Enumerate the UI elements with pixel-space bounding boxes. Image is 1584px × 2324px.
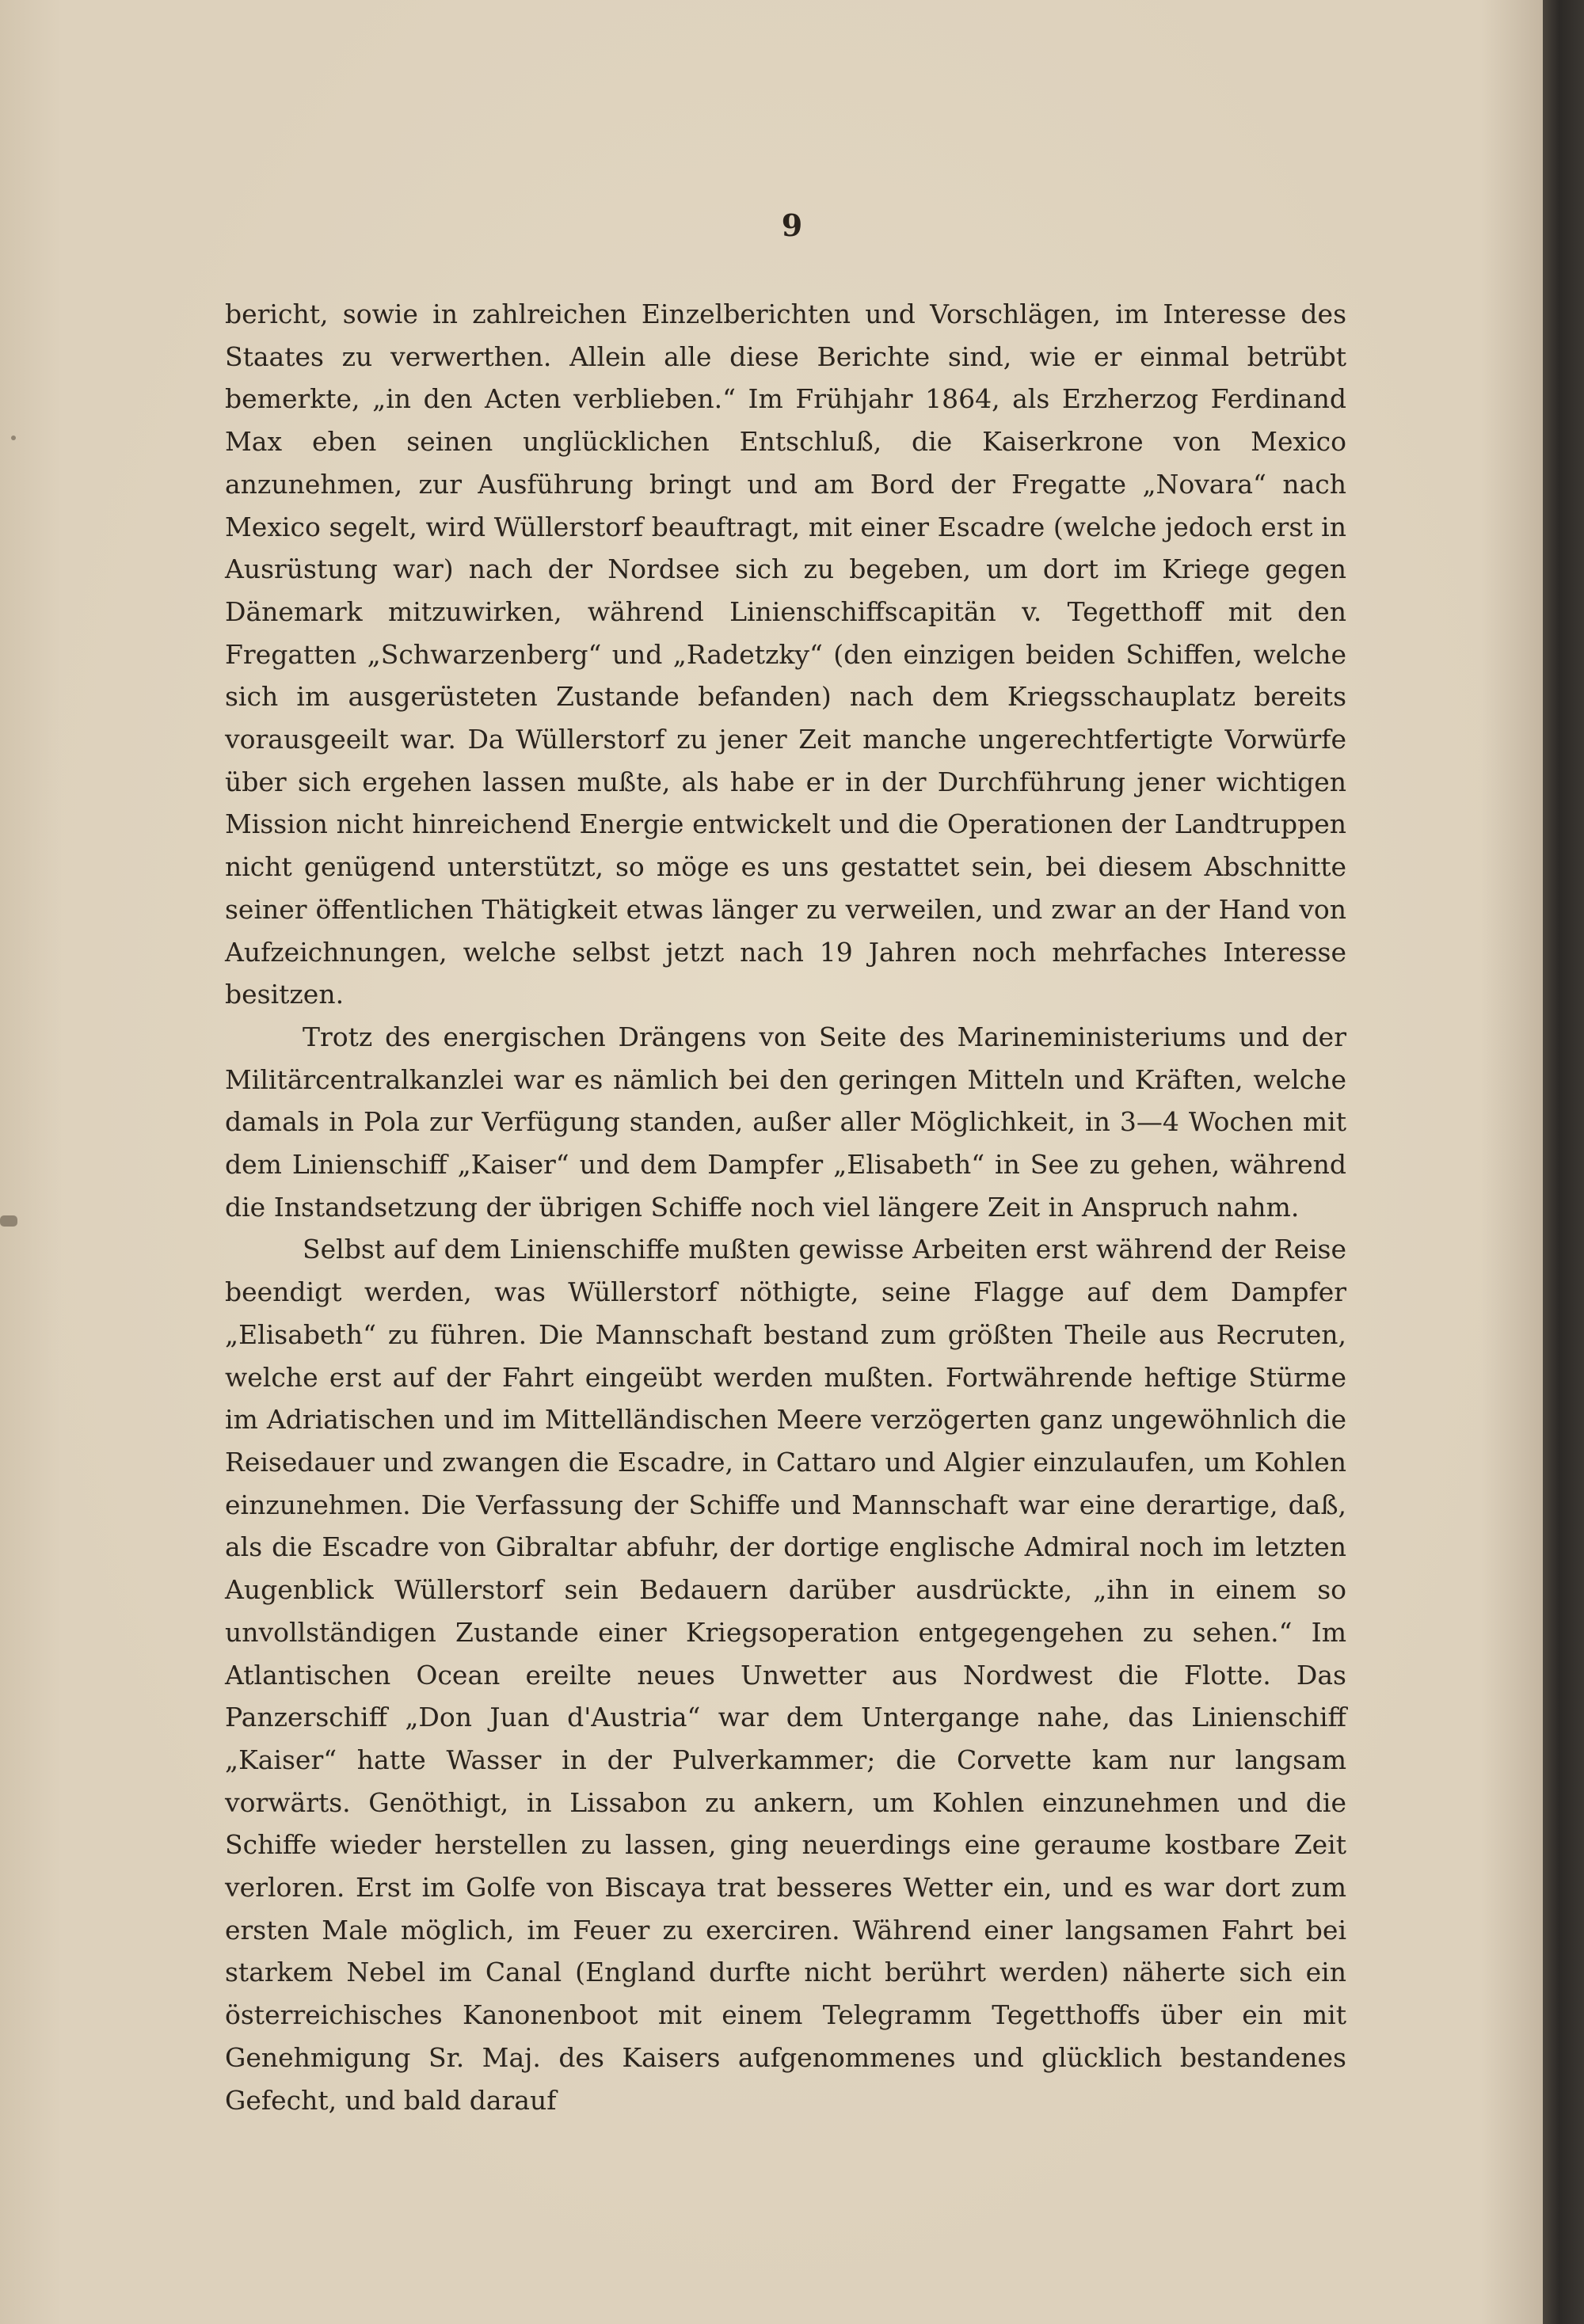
paragraph-1: bericht, sowie in zahlreichen Einzelberichten und Vorschlägen, im Interesse des Staates zu verwerthen. Allein alle diese Berichte sind, wie er einmal betrübt bemerkte, „in den Acten verblieben.“ Im Frühjahr 1864, als Erzherzog Ferdinand Max eben seinen unglücklichen Entschluß, die Kaiserkrone von Mexico anzunehmen, zur Ausführung bringt und am Bord der Fregatte „Novara“ nach Mexico segelt, wird Wüllerstorf beauftragt, mit einer Escadre (welche jedoch erst in Ausrüstung war) nach der Nordsee sich zu begeben, um dort im Kriege gegen Dänemark mitzuwirken, während Linienschiffscapitän v. Tegetthoff mit den Fregatten „Schwarzenberg“ und „Radetzky“ (den einzigen beiden Schiffen, welche sich im ausgerüsteten Zustande befanden) nach dem Kriegsschauplatz bereits vorausgeeilt war. Da Wüllerstorf zu jener Zeit manche ungerechtfertigte Vorwürfe über sich ergehen lassen mußte, als habe er in der Durchführung jener wichtigen Mission nicht hinreichend Energie entwickelt und die Operationen der Landtruppen nicht genügend unterstützt, so möge es uns gestattet sein, bei diesem Abschnitte seiner öffentlichen Thätigkeit etwas länger zu verweilen, und zwar an der Hand von Aufzeichnungen, welche selbst jetzt nach 19 Jahren noch mehrfaches Interesse besitzen. <box>225 299 1346 1010</box>
paragraph-3: Selbst auf dem Linienschiffe mußten gewisse Arbeiten erst während der Reise beendigt werden, was Wüllerstorf nöthigte, seine Flagge auf dem Dampfer „Elisabeth“ zu führen. Die Mannschaft bestand zum größten Theile aus Recruten, welche erst auf der Fahrt eingeübt werden mußten. Fortwährende heftige Stürme im Adriatischen und im Mittelländischen Meere verzögerten ganz ungewöhnlich die Reisedauer und zwangen die Escadre, in Cattaro und Algier einzulaufen, um Kohlen einzunehmen. Die Verfassung der Schiffe und Mannschaft war eine derartige, daß, als die Escadre von Gibraltar abfuhr, der dortige englische Admiral noch im letzten Augenblick Wüllerstorf sein Bedauern darüber ausdrückte, „ihn in einem so unvollständigen Zustande einer Kriegsoperation entgegengehen zu sehen.“ Im Atlantischen Ocean ereilte neues Unwetter aus Nordwest die Flotte. Das Panzerschiff „Don Juan d'Austria“ war dem Untergange nahe, das Linienschiff „Kaiser“ hatte Wasser in der Pulverkammer; die Corvette kam nur langsam vorwärts. Genöthigt, in Lissabon zu ankern, um Kohlen einzunehmen und die Schiffe wieder herstellen zu lassen, ging neuerdings eine geraume kostbare Zeit verloren. Erst im Golfe von Biscaya trat besseres Wetter ein, und es war dort zum ersten Male möglich, im Feuer zu exerciren. Während einer langsamen Fahrt bei starkem Nebel im Canal (England durfte nicht berührt werden) näherte sich ein österreichisches Kanonenboot mit einem Telegramm Tegetthoffs über ein mit Genehmigung Sr. Maj. des Kaisers aufgenommenes und glücklich bestandenes Gefecht, und bald darauf <box>225 1234 1346 2116</box>
page-number: 9 <box>781 207 803 243</box>
body-text <box>225 293 1346 2121</box>
margin-mark-top <box>11 436 16 440</box>
book-spine-edge <box>1543 0 1584 2324</box>
paragraph-2: Trotz des energischen Drängens von Seite des Marineministeriums und der Militärcentralkanzlei war es nämlich bei den geringen Mitteln und Kräften, welche damals in Pola zur Verfügung standen, außer aller Möglichkeit, in 3—4 Wochen mit dem Linienschiff „Kaiser“ und dem Dampfer „Elisabeth“ in See zu gehen, während die Instandsetzung der übrigen Schiffe noch viel längere Zeit in Anspruch nahm. <box>225 1021 1346 1223</box>
margin-mark-middle <box>0 1215 17 1227</box>
